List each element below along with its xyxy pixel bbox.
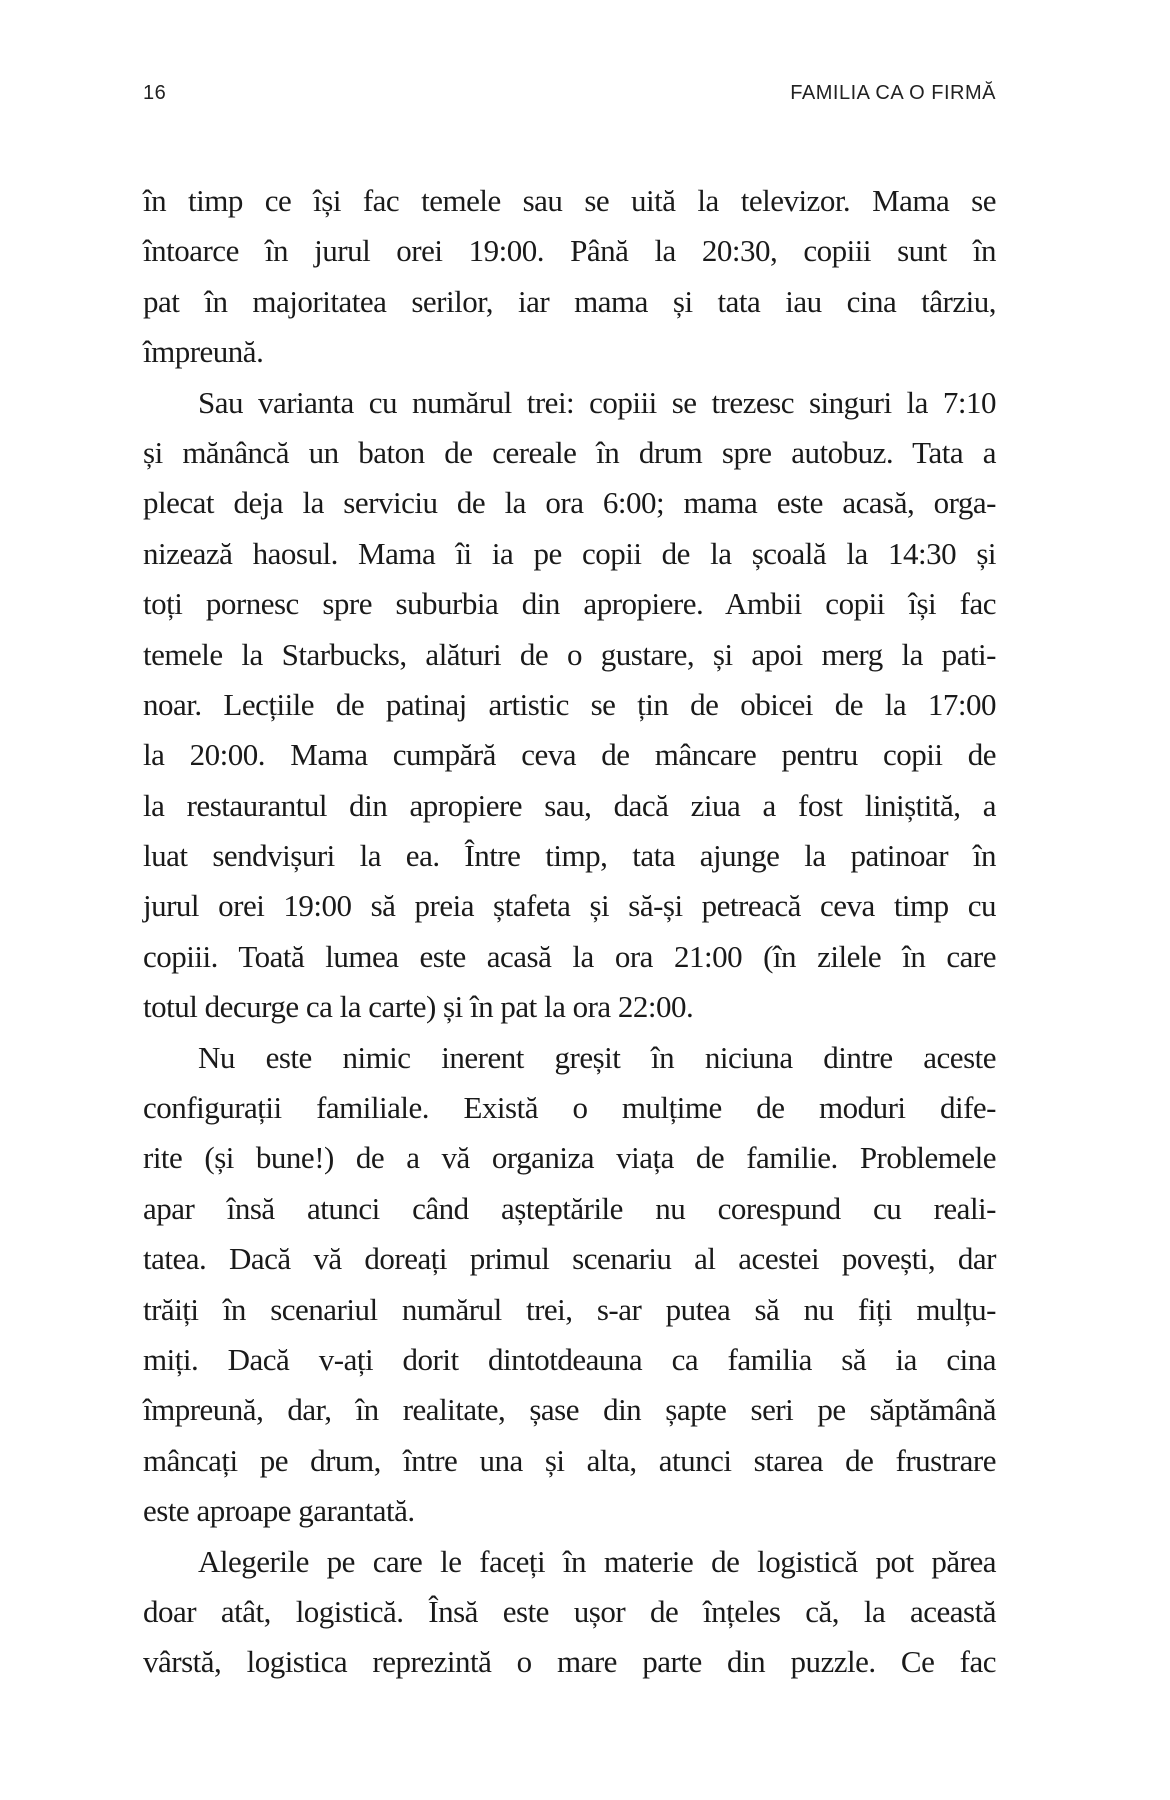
text-line: tatea. Dacă vă doreați primul scenariu al acestei povești, dar (143, 1241, 996, 1277)
text-line: trăiți în scenariul numărul trei, s-ar putea să nu fiți mulțu- (143, 1291, 996, 1327)
paragraph (143, 378, 996, 1033)
text-line: vârstă, logistica reprezintă o mare parte din puzzle. Ce fac (143, 1644, 996, 1680)
text-line: împreună. (143, 334, 264, 370)
paragraph (143, 1537, 996, 1688)
text-line: nizează haosul. Mama îi ia pe copii de la școală la 14:30 și (143, 535, 996, 571)
text-line: Sau varianta cu numărul trei: copiii se trezesc singuri la 7:10 (198, 384, 996, 420)
text-line: la restaurantul din apropiere sau, dacă ziua a fost liniștită, a (143, 787, 996, 823)
text-line: luat sendvișuri la ea. Între timp, tata ajunge la patinoar în (143, 838, 996, 874)
text-line: copiii. Toată lumea este acasă la ora 21:00 (în zilele în care (143, 938, 996, 974)
text-line: este aproape garantată. (143, 1493, 415, 1529)
text-line: mâncați pe drum, între una și alta, atunci starea de frustrare (143, 1442, 996, 1478)
text-line: la 20:00. Mama cumpără ceva de mâncare pentru copii de (143, 737, 996, 773)
text-line: totul decurge ca la carte) și în pat la ora 22:00. (143, 989, 694, 1025)
text-line: întoarce în jurul orei 19:00. Până la 20:30, copiii sunt în (143, 233, 996, 269)
text-line: temele la Starbucks, alături de o gustare, și apoi merg la pati- (143, 636, 996, 672)
text-line: Alegerile pe care le faceți în materie de logistică pot părea (198, 1543, 996, 1579)
text-line: apar însă atunci când așteptările nu corespund cu reali- (143, 1190, 996, 1226)
body-text (143, 176, 996, 1688)
paragraph (143, 176, 996, 378)
text-line: noar. Lecțiile de patinaj artistic se țin de obicei de la 17:00 (143, 686, 996, 722)
text-line: și mănâncă un baton de cereale în drum spre autobuz. Tata a (143, 434, 996, 470)
page-number: 16 (143, 82, 167, 104)
paragraph (143, 1033, 996, 1537)
text-line: pat în majoritatea serilor, iar mama și tata iau cina târziu, (143, 283, 996, 319)
text-line: Nu este nimic inerent greșit în niciuna dintre aceste (198, 1039, 996, 1075)
text-line: rite (și bune!) de a vă organiza viața de familie. Problemele (143, 1140, 996, 1176)
text-line: doar atât, logistică. Însă este ușor de înțeles că, la această (143, 1593, 996, 1629)
text-line: miți. Dacă v-ați dorit dintotdeauna ca familia să ia cina (143, 1341, 996, 1377)
running-title: FAMILIA CA O FIRMĂ (790, 82, 996, 104)
text-line: împreună, dar, în realitate, șase din șapte seri pe săptămână (143, 1392, 996, 1428)
text-line: configurații familiale. Există o mulțime de moduri dife- (143, 1090, 996, 1126)
text-line: în timp ce își fac temele sau se uită la televizor. Mama se (143, 183, 996, 218)
text-line: jurul orei 19:00 să preia ștafeta și să-și petreacă ceva timp cu (143, 888, 996, 924)
text-line: plecat deja la serviciu de la ora 6:00; mama este acasă, orga- (143, 485, 996, 521)
text-line: toți pornesc spre suburbia din apropiere. Ambii copii își fac (143, 586, 996, 622)
